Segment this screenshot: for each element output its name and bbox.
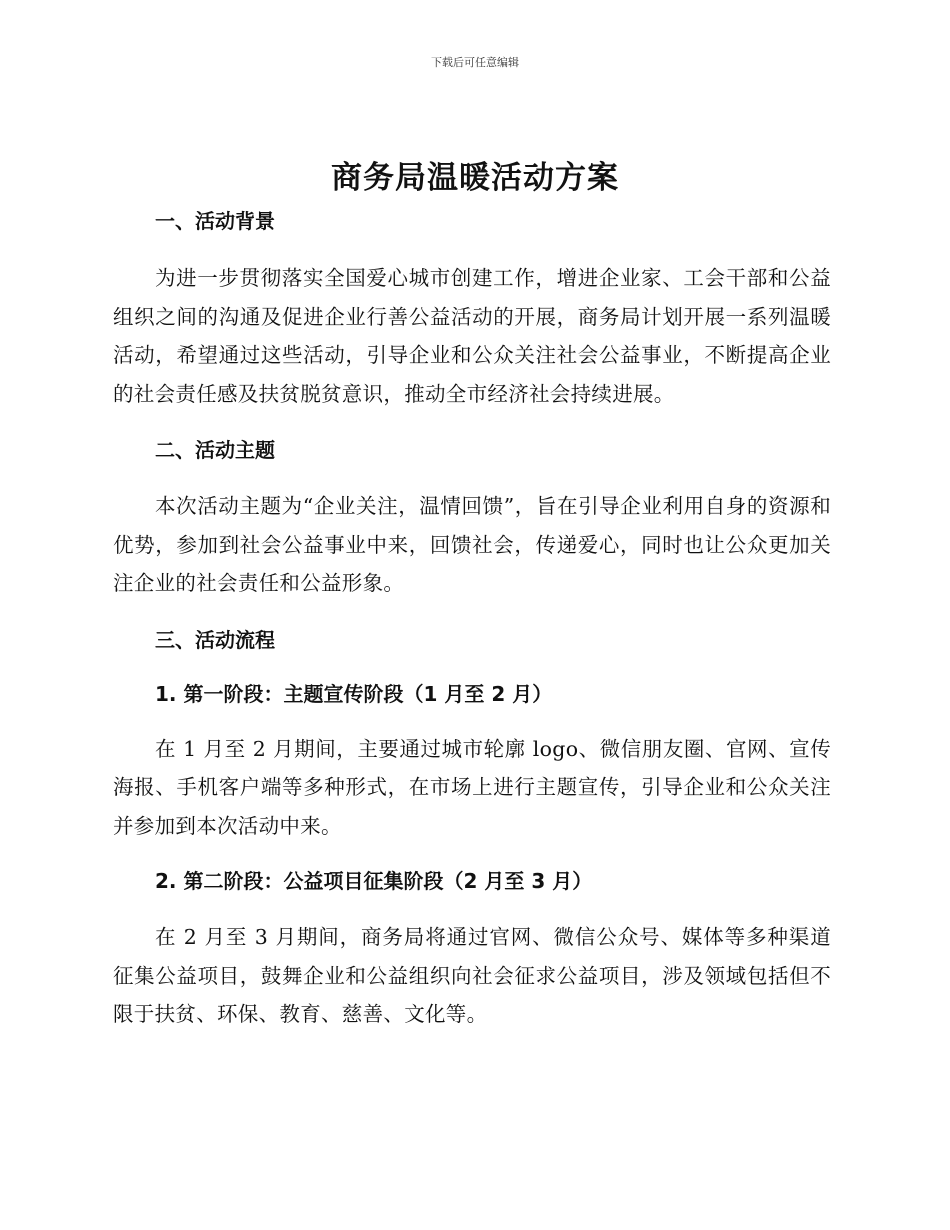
subsection-paragraph-stage-2: 在 2 月至 3 月期间，商务局将通过官网、微信公众号、媒体等多种渠道征集公益项目，鼓舞企业和公益组织向社会征求公益项目，涉及领域包括但不限于扶贫、环保、教育、慈善、文化等。	[113, 925, 831, 1026]
section-heading-theme: 二、活动主题	[155, 438, 275, 462]
section-heading-background: 一、活动背景	[155, 209, 275, 233]
section-paragraph-background: 为进一步贯彻落实全国爱心城市创建工作，增进企业家、工会干部和公益组织之间的沟通及促进企业行善公益活动的开展，商务局计划开展一系列温暖活动，希望通过这些活动，引导企业和公众关注社会公益事业，不断提高企业的社会责任感及扶贫脱贫意识，推动全市经济社会持续进展。	[113, 266, 831, 406]
header-note: 下载后可任意编辑	[431, 56, 519, 69]
section-paragraph-theme: 本次活动主题为“企业关注，温情回馈”，旨在引导企业利用自身的资源和优势，参加到社会公益事业中来，回馈社会，传递爱心，同时也让公众更加关注企业的社会责任和公益形象。	[113, 494, 831, 595]
section-heading-process: 三、活动流程	[155, 627, 275, 652]
document-body	[113, 202, 831, 1034]
document-title: 商务局温暖活动方案	[331, 160, 619, 196]
subsection-heading-stage-2: 2. 第二阶段：公益项目征集阶段（2 月至 3 月）	[155, 869, 593, 893]
subsection-heading-stage-1: 1. 第一阶段：主题宣传阶段（1 月至 2 月）	[155, 681, 553, 706]
subsection-paragraph-stage-1: 在 1 月至 2 月期间，主要通过城市轮廓 logo、微信朋友圈、官网、宣传海报、手机客户端等多种形式，在市场上进行主题宣传，引导企业和公众关注并参加到本次活动中来。	[113, 736, 831, 838]
